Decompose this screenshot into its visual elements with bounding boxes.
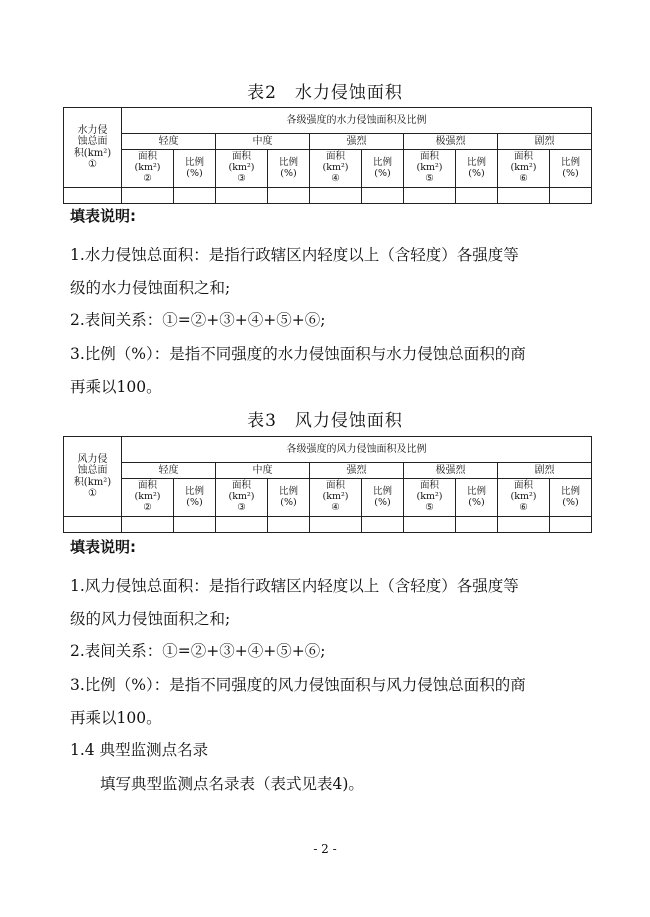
- notes-heading: 填表说明:: [70, 538, 136, 556]
- area-unit: (km²): [510, 491, 537, 503]
- level-header: 强烈: [310, 463, 404, 479]
- note-line-3a: 3.比例（%）：是指不同强度的风力侵蚀面积与风力侵蚀总面积的商: [70, 676, 526, 694]
- area-mark: ③: [237, 172, 246, 184]
- level-header: 轻度: [122, 134, 216, 150]
- empty-data-cell[interactable]: [498, 517, 550, 533]
- ratio-subheader: [174, 479, 216, 517]
- ratio-label: 比例: [466, 156, 486, 168]
- ratio-unit: (%): [468, 167, 485, 179]
- total-area-header-line: 水力侵: [77, 124, 108, 136]
- table2-water-erosion: [63, 107, 592, 204]
- total-area-header: [64, 108, 122, 188]
- level-header: 中度: [216, 134, 310, 150]
- ratio-label: 比例: [561, 485, 581, 497]
- empty-data-cell[interactable]: [268, 188, 310, 204]
- note-line-3b: 再乘以100。: [70, 378, 162, 396]
- area-label: 面积: [419, 480, 439, 492]
- ratio-subheader: [268, 479, 310, 517]
- empty-data-cell[interactable]: [310, 188, 362, 204]
- area-label: 面积: [231, 480, 251, 492]
- area-mark: ⑥: [519, 501, 528, 513]
- area-unit: (km²): [228, 162, 255, 174]
- area-unit: (km²): [510, 162, 537, 174]
- empty-data-cell[interactable]: [174, 188, 216, 204]
- total-area-header-line: ①: [88, 159, 97, 170]
- table2-title: 表2 水力侵蚀面积: [247, 83, 403, 103]
- area-subheader: [310, 150, 362, 188]
- area-unit: (km²): [228, 491, 255, 503]
- area-mark: ⑤: [425, 172, 434, 184]
- area-subheader: [122, 479, 174, 517]
- area-label: 面积: [513, 480, 533, 492]
- ratio-unit: (%): [562, 167, 579, 179]
- area-subheader: [122, 150, 174, 188]
- area-subheader: [498, 150, 550, 188]
- note-line-1a: 1.风力侵蚀总面积：是指行政辖区内轻度以上（含轻度）各强度等: [70, 577, 519, 595]
- table3-title: 表3 风力侵蚀面积: [247, 411, 403, 431]
- empty-data-cell[interactable]: [456, 188, 498, 204]
- area-label: 面积: [325, 480, 345, 492]
- group-header: 各级强度的风力侵蚀面积及比例: [122, 437, 592, 463]
- ratio-subheader: [550, 479, 592, 517]
- area-label: 面积: [231, 151, 251, 163]
- area-subheader: [310, 479, 362, 517]
- ratio-label: 比例: [466, 485, 486, 497]
- page-number: - 2 -: [313, 842, 337, 856]
- total-area-header-line: 积(km²): [73, 476, 112, 488]
- empty-data-cell[interactable]: [498, 188, 550, 204]
- empty-data-cell[interactable]: [122, 188, 174, 204]
- area-label: 面积: [137, 151, 157, 163]
- area-unit: (km²): [134, 162, 161, 174]
- area-label: 面积: [513, 151, 533, 163]
- area-mark: ③: [237, 501, 246, 513]
- empty-data-cell[interactable]: [550, 517, 592, 533]
- area-subheader: [216, 150, 268, 188]
- area-unit: (km²): [134, 491, 161, 503]
- table3-wind-erosion: [63, 436, 592, 533]
- empty-data-cell[interactable]: [122, 517, 174, 533]
- area-unit: (km²): [322, 162, 349, 174]
- area-subheader: [404, 479, 456, 517]
- ratio-subheader: [456, 150, 498, 188]
- area-mark: ②: [143, 172, 152, 184]
- ratio-label: 比例: [278, 156, 298, 168]
- ratio-label: 比例: [372, 156, 392, 168]
- ratio-unit: (%): [280, 496, 297, 508]
- level-header: 强烈: [310, 134, 404, 150]
- ratio-unit: (%): [186, 167, 203, 179]
- total-area-header: [64, 437, 122, 517]
- empty-data-cell[interactable]: [64, 517, 122, 533]
- empty-data-cell[interactable]: [550, 188, 592, 204]
- note-line-2: 2.表间关系：①=②+③+④+⑤+⑥;: [70, 311, 326, 329]
- area-label: 面积: [137, 480, 157, 492]
- area-mark: ④: [331, 501, 340, 513]
- ratio-label: 比例: [184, 156, 204, 168]
- total-area-header-line: 风力侵: [77, 453, 108, 465]
- note-line-3a: 3.比例（%）：是指不同强度的水力侵蚀面积与水力侵蚀总面积的商: [70, 345, 526, 363]
- area-mark: ⑤: [425, 501, 434, 513]
- level-header: 剧烈: [498, 463, 592, 479]
- area-subheader: [498, 479, 550, 517]
- area-mark: ⑥: [519, 172, 528, 184]
- level-header: 轻度: [122, 463, 216, 479]
- empty-data-cell[interactable]: [362, 517, 404, 533]
- total-area-header-line: 积(km²): [73, 147, 112, 159]
- ratio-label: 比例: [278, 485, 298, 497]
- area-unit: (km²): [416, 491, 443, 503]
- section-1-4-body: 填写典型监测点名录表（表式见表4)。: [100, 775, 364, 793]
- ratio-unit: (%): [374, 167, 391, 179]
- ratio-subheader: [362, 150, 404, 188]
- level-header: 中度: [216, 463, 310, 479]
- empty-data-cell[interactable]: [216, 517, 268, 533]
- note-line-2: 2.表间关系：①=②+③+④+⑤+⑥;: [70, 642, 326, 660]
- notes-heading: 填表说明:: [70, 207, 136, 225]
- empty-data-cell[interactable]: [456, 517, 498, 533]
- total-area-header-line: 蚀总面: [77, 465, 108, 476]
- ratio-unit: (%): [186, 496, 203, 508]
- area-subheader: [404, 150, 456, 188]
- area-subheader: [216, 479, 268, 517]
- empty-data-cell[interactable]: [216, 188, 268, 204]
- area-label: 面积: [325, 151, 345, 163]
- area-label: 面积: [419, 151, 439, 163]
- note-line-1a: 1.水力侵蚀总面积：是指行政辖区内轻度以上（含轻度）各强度等: [70, 246, 519, 264]
- ratio-unit: (%): [374, 496, 391, 508]
- ratio-subheader: [174, 150, 216, 188]
- note-line-3b: 再乘以100。: [70, 709, 162, 727]
- ratio-unit: (%): [562, 496, 579, 508]
- level-header: 极强烈: [404, 134, 498, 150]
- note-line-1b: 级的水力侵蚀面积之和;: [70, 279, 231, 297]
- ratio-subheader: [456, 479, 498, 517]
- area-mark: ④: [331, 172, 340, 184]
- ratio-label: 比例: [184, 485, 204, 497]
- empty-data-cell[interactable]: [174, 517, 216, 533]
- group-header: 各级强度的水力侵蚀面积及比例: [122, 108, 592, 134]
- empty-data-cell[interactable]: [404, 188, 456, 204]
- ratio-subheader: [268, 150, 310, 188]
- empty-data-cell[interactable]: [404, 517, 456, 533]
- section-1-4-heading: 1.4 典型监测点名录: [70, 741, 209, 759]
- ratio-unit: (%): [468, 496, 485, 508]
- level-header: 剧烈: [498, 134, 592, 150]
- area-unit: (km²): [322, 491, 349, 503]
- total-area-header-line: 蚀总面: [77, 136, 108, 147]
- ratio-unit: (%): [280, 167, 297, 179]
- level-header: 极强烈: [404, 463, 498, 479]
- ratio-subheader: [550, 150, 592, 188]
- ratio-label: 比例: [372, 485, 392, 497]
- empty-data-cell[interactable]: [362, 188, 404, 204]
- empty-data-cell[interactable]: [268, 517, 310, 533]
- total-area-header-line: ①: [88, 488, 97, 499]
- ratio-subheader: [362, 479, 404, 517]
- ratio-label: 比例: [561, 156, 581, 168]
- note-line-1b: 级的风力侵蚀面积之和;: [70, 610, 231, 628]
- empty-data-cell[interactable]: [64, 188, 122, 204]
- empty-data-cell[interactable]: [310, 517, 362, 533]
- area-mark: ②: [143, 501, 152, 513]
- area-unit: (km²): [416, 162, 443, 174]
